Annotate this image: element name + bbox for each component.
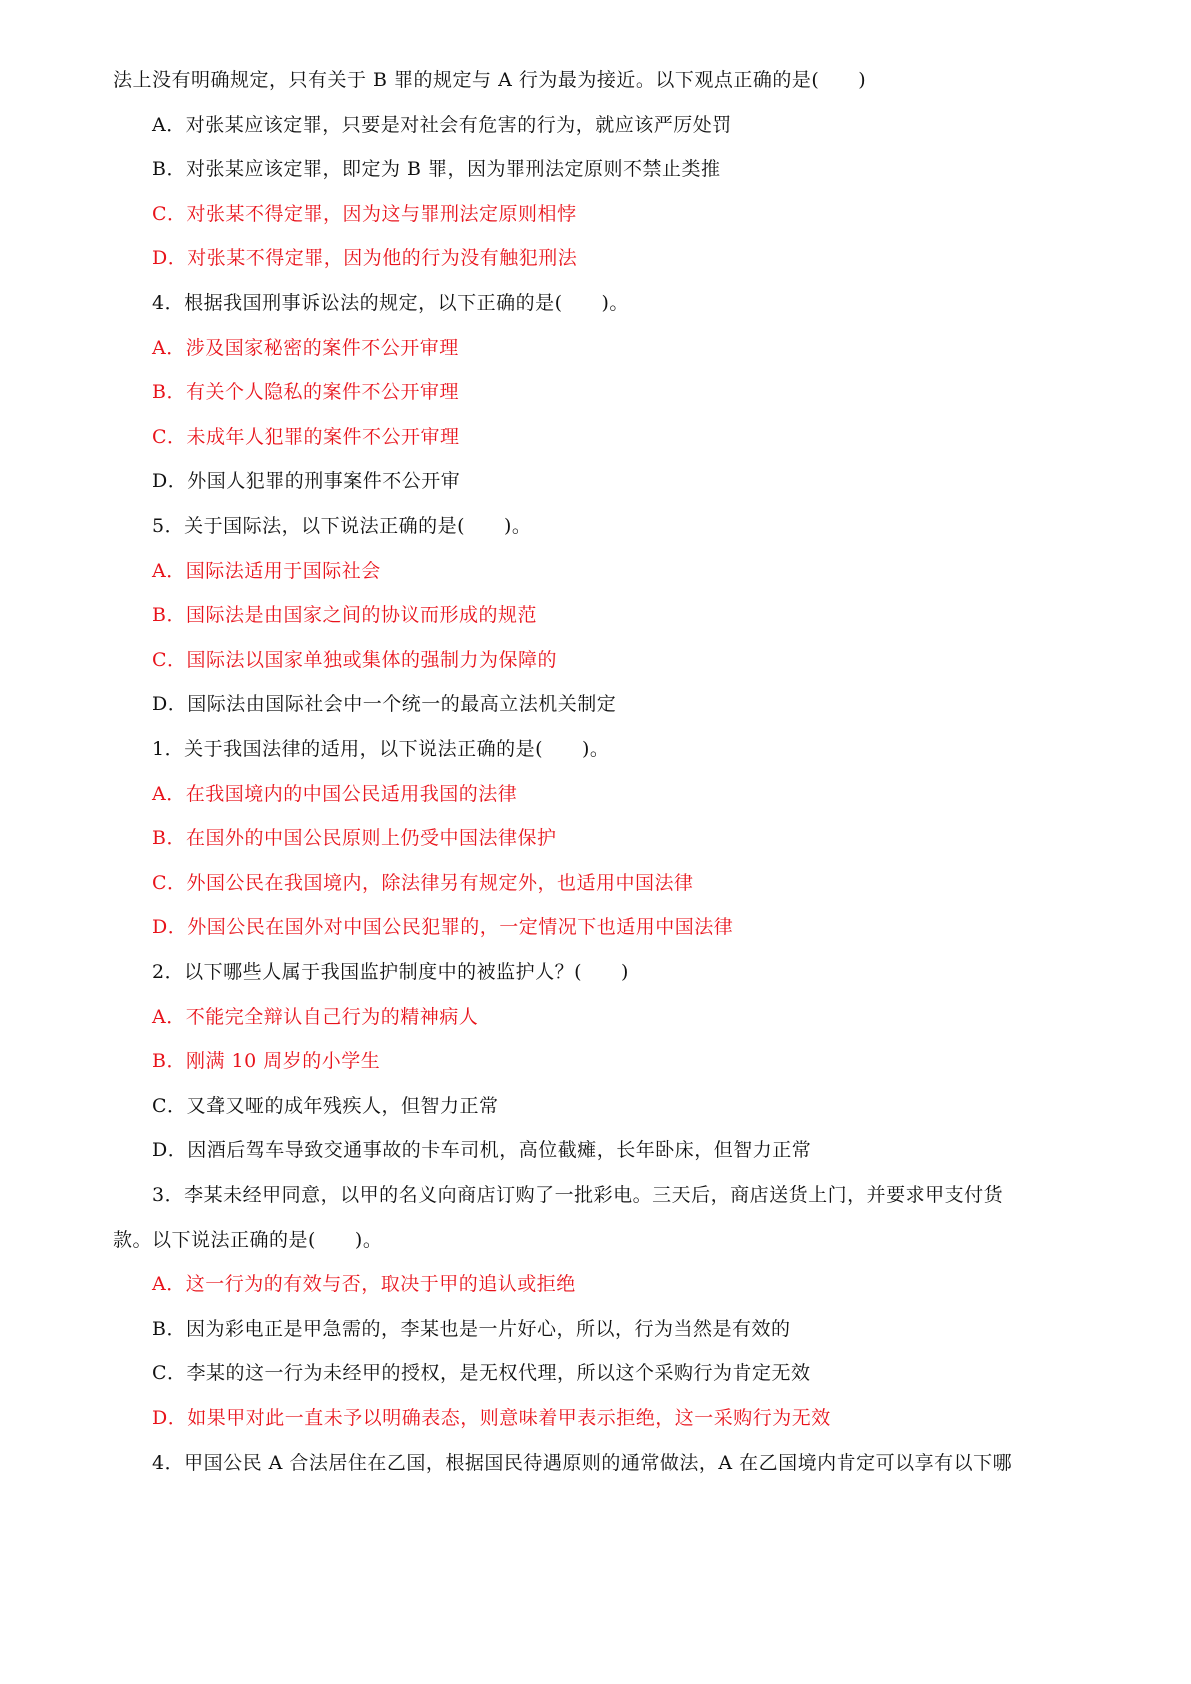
option-d: D．因酒后驾车导致交通事故的卡车司机，高位截瘫，长年卧床，但智力正常 <box>152 1139 812 1161</box>
option-a-answer: A．不能完全辩认自己行为的精神病人 <box>152 1006 479 1028</box>
option-c: C．李某的这一行为未经甲的授权，是无权代理，所以这个采购行为肯定无效 <box>152 1362 811 1384</box>
option-b: B．因为彩电正是甲急需的，李某也是一片好心，所以，行为当然是有效的 <box>152 1318 791 1340</box>
option-c: C．又聋又哑的成年残疾人，但智力正常 <box>152 1095 499 1117</box>
option-d-answer: D．外国公民在国外对中国公民犯罪的，一定情况下也适用中国法律 <box>152 916 734 938</box>
option-d: D．外国人犯罪的刑事案件不公开审 <box>152 470 461 492</box>
question-4-part-2: 4．甲国公民 A 合法居住在乙国，根据国民待遇原则的通常做法，A 在乙国境内肯定可以享有以下哪 <box>152 1452 1013 1474</box>
option-c-answer: C．未成年人犯罪的案件不公开审理 <box>152 426 460 448</box>
option-a-answer: A．涉及国家秘密的案件不公开审理 <box>152 337 459 359</box>
option-a-answer: A．这一行为的有效与否，取决于甲的追认或拒绝 <box>152 1273 576 1295</box>
option-b-answer: B．在国外的中国公民原则上仍受中国法律保护 <box>152 827 557 849</box>
option-b: B．对张某应该定罪，即定为 B 罪，因为罪刑法定原则不禁止类推 <box>152 158 721 180</box>
option-c-answer: C．外国公民在我国境内，除法律另有规定外，也适用中国法律 <box>152 872 694 894</box>
option-d-answer: D．如果甲对此一直未予以明确表态，则意味着甲表示拒绝，这一采购行为无效 <box>152 1407 831 1429</box>
question-5: 5．关于国际法，以下说法正确的是( )。 <box>152 515 532 537</box>
question-text-continuation: 法上没有明确规定，只有关于 B 罪的规定与 A 行为最为接近。以下观点正确的是( ) <box>113 69 867 91</box>
question-1: 1．关于我国法律的适用，以下说法正确的是( )。 <box>152 738 610 760</box>
option-c-answer: C．国际法以国家单独或集体的强制力为保障的 <box>152 649 558 671</box>
option-b-answer: B．刚满 10 周岁的小学生 <box>152 1050 381 1072</box>
option-a-answer: A．在我国境内的中国公民适用我国的法律 <box>152 783 518 805</box>
option-c-answer: C．对张某不得定罪，因为这与罪刑法定原则相悖 <box>152 203 577 225</box>
question-3-continuation: 款。以下说法正确的是( )。 <box>113 1229 383 1251</box>
question-2: 2．以下哪些人属于我国监护制度中的被监护人？( ) <box>152 961 629 983</box>
option-a: A．对张某应该定罪，只要是对社会有危害的行为，就应该严厉处罚 <box>152 114 732 136</box>
option-d-answer: D．对张某不得定罪，因为他的行为没有触犯刑法 <box>152 247 578 269</box>
option-d: D．国际法由国际社会中一个统一的最高立法机关制定 <box>152 693 617 715</box>
question-3: 3．李某未经甲同意，以甲的名义向商店订购了一批彩电。三天后，商店送货上门，并要求甲支付货 <box>152 1184 1004 1206</box>
option-b-answer: B．国际法是由国家之间的协议而形成的规范 <box>152 604 537 626</box>
question-4: 4．根据我国刑事诉讼法的规定，以下正确的是( )。 <box>152 292 629 314</box>
option-a-answer: A．国际法适用于国际社会 <box>152 560 381 582</box>
option-b-answer: B．有关个人隐私的案件不公开审理 <box>152 381 459 403</box>
